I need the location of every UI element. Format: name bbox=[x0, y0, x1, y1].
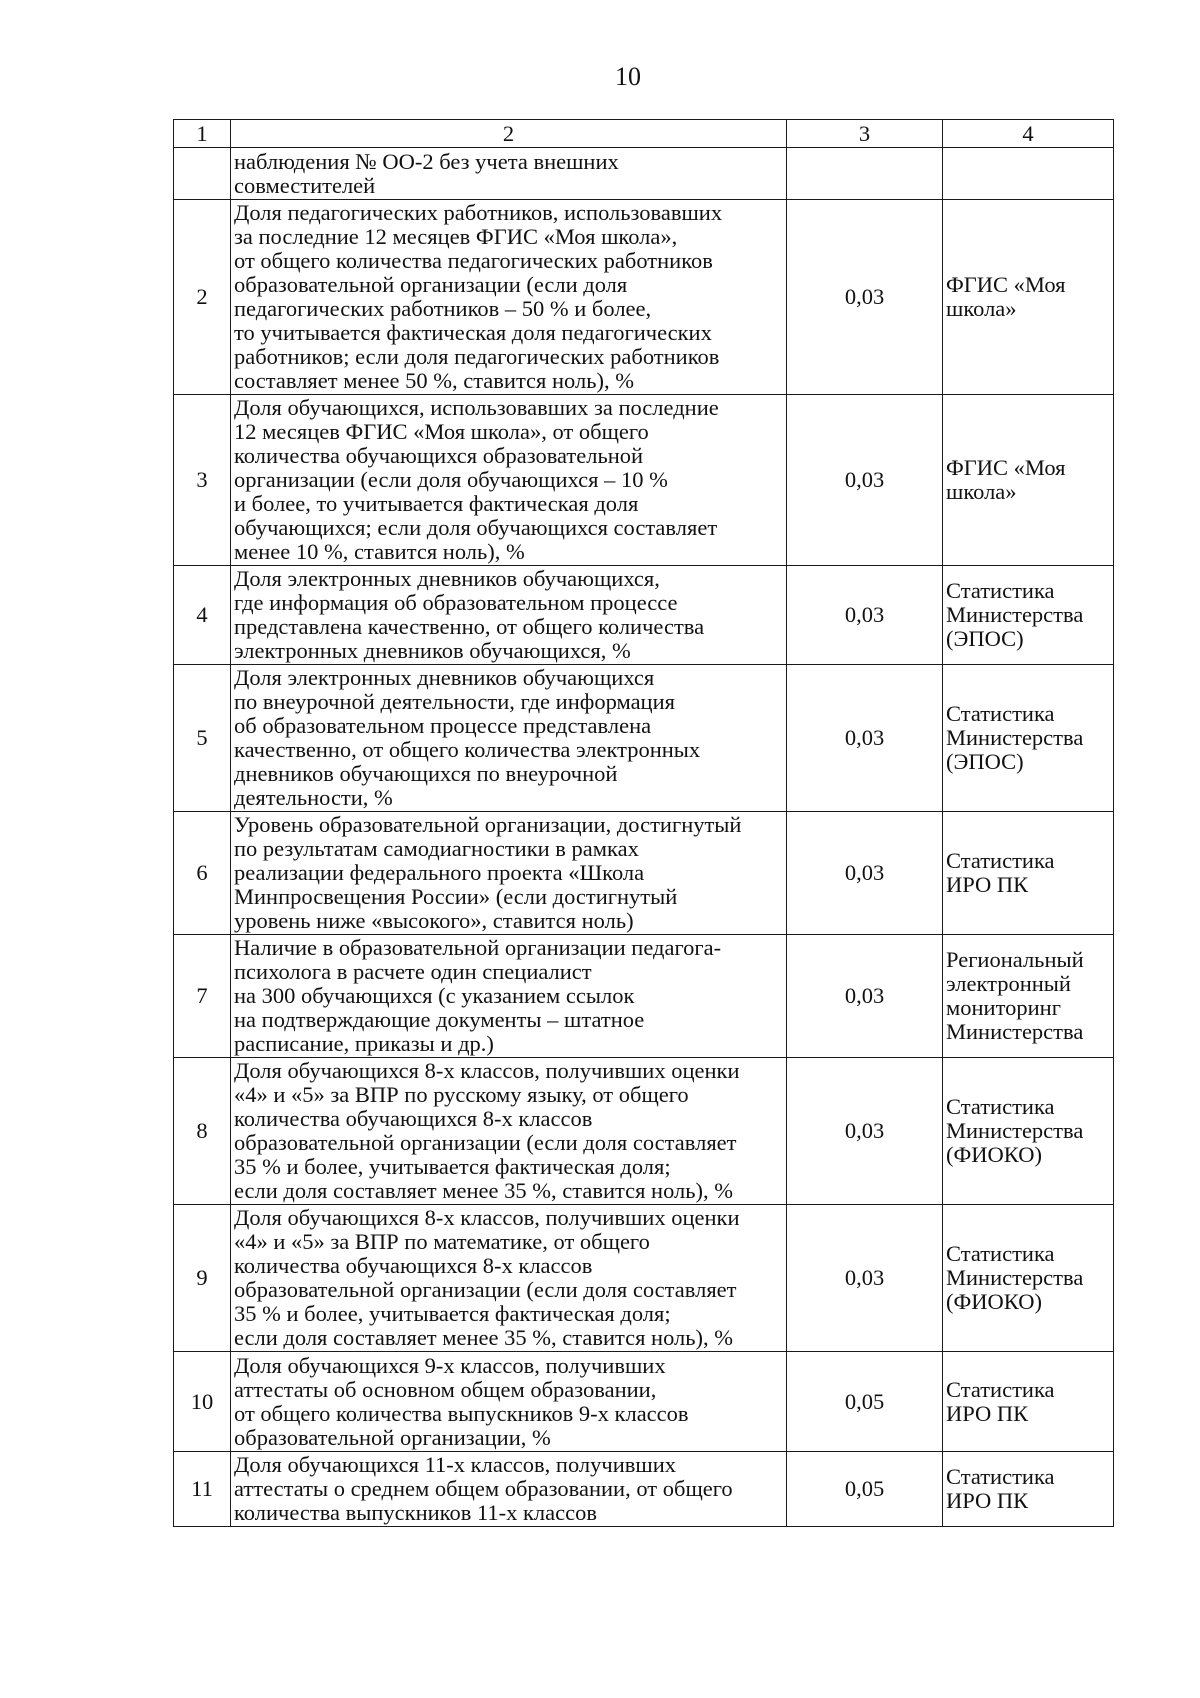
indicator-weight: 0,03 bbox=[787, 395, 943, 566]
header-col-2: 2 bbox=[231, 120, 787, 148]
data-source: Статистика Министерства (ФИОКО) bbox=[943, 1058, 1114, 1205]
table-row bbox=[174, 148, 1114, 200]
indicator-weight: 0,03 bbox=[787, 935, 943, 1058]
row-number: 4 bbox=[174, 566, 231, 665]
data-source: Статистика Министерства (ЭПОС) bbox=[943, 665, 1114, 812]
header-col-4: 4 bbox=[943, 120, 1114, 148]
row-number: 3 bbox=[174, 395, 231, 566]
indicator-weight: 0,03 bbox=[787, 812, 943, 935]
table-row bbox=[174, 1352, 1114, 1452]
indicator-weight: 0,05 bbox=[787, 1452, 943, 1527]
indicator-text: Доля обучающихся 11-х классов, получивших аттестаты о среднем общем образовании, от общего количества выпускников 11-х классов bbox=[231, 1452, 787, 1527]
indicator-text: Уровень образовательной организации, достигнутый по результатам самодиагностики в рамках реализации федерального проекта «Школа Минпросвещения России» (если достигнутый уровень ниже «высокого», ставится ноль) bbox=[231, 812, 787, 935]
table-row bbox=[174, 812, 1114, 935]
table-row bbox=[174, 1452, 1114, 1527]
row-number: 9 bbox=[174, 1205, 231, 1352]
header-col-3: 3 bbox=[787, 120, 943, 148]
table-row bbox=[174, 200, 1114, 395]
criteria-table bbox=[173, 119, 1114, 1527]
row-number bbox=[174, 148, 231, 200]
indicator-text: Доля педагогических работников, использовавших за последние 12 месяцев ФГИС «Моя школа», от общего количества педагогических работников образовательной организации (если доля педагогических работников – 50 % и более, то учитывается фактическая доля педагогических работников; если доля педагогических работников составляет менее 50 %, ставится ноль), % bbox=[231, 200, 787, 395]
data-source: Статистика ИРО ПК bbox=[943, 812, 1114, 935]
indicator-weight: 0,03 bbox=[787, 1058, 943, 1205]
data-source: Региональный электронный мониторинг Министерства bbox=[943, 935, 1114, 1058]
data-source: Статистика Министерства (ЭПОС) bbox=[943, 566, 1114, 665]
page-number: 10 bbox=[615, 62, 641, 91]
row-number: 2 bbox=[174, 200, 231, 395]
row-number: 10 bbox=[174, 1352, 231, 1452]
table-row bbox=[174, 566, 1114, 665]
row-number: 5 bbox=[174, 665, 231, 812]
table-row bbox=[174, 665, 1114, 812]
data-source: Статистика ИРО ПК bbox=[943, 1352, 1114, 1452]
row-number: 8 bbox=[174, 1058, 231, 1205]
data-source bbox=[943, 148, 1114, 200]
indicator-weight: 0,03 bbox=[787, 566, 943, 665]
data-source: Статистика ИРО ПК bbox=[943, 1452, 1114, 1527]
indicator-text: наблюдения № ОО-2 без учета внешних совместителей bbox=[231, 148, 787, 200]
row-number: 11 bbox=[174, 1452, 231, 1527]
indicator-text: Доля обучающихся, использовавших за последние 12 месяцев ФГИС «Моя школа», от общего количества обучающихся образовательной организации (если доля обучающихся – 10 % и более, то учитывается фактическая доля обучающихся; если доля обучающихся составляет менее 10 %, ставится ноль), % bbox=[231, 395, 787, 566]
indicator-weight: 0,03 bbox=[787, 665, 943, 812]
table-row bbox=[174, 935, 1114, 1058]
row-number: 7 bbox=[174, 935, 231, 1058]
table-body bbox=[174, 148, 1114, 1527]
header-row bbox=[174, 120, 1114, 148]
row-number: 6 bbox=[174, 812, 231, 935]
header-col-1: 1 bbox=[174, 120, 231, 148]
indicator-text: Доля обучающихся 8-х классов, получивших оценки «4» и «5» за ВПР по математике, от общего количества обучающихся 8-х классов образовательной организации (если доля составляет 35 % и более, учитывается фактическая доля; если доля составляет менее 35 %, ставится ноль), % bbox=[231, 1205, 787, 1352]
table-row bbox=[174, 1205, 1114, 1352]
table-row bbox=[174, 395, 1114, 566]
indicator-text: Доля обучающихся 9-х классов, получивших аттестаты об основном общем образовании, от общего количества выпускников 9-х классов образовательной организации, % bbox=[231, 1352, 787, 1452]
table-row bbox=[174, 1058, 1114, 1205]
indicator-text: Доля обучающихся 8-х классов, получивших оценки «4» и «5» за ВПР по русскому языку, от общего количества обучающихся 8-х классов образовательной организации (если доля составляет 35 % и более, учитывается фактическая доля; если доля составляет менее 35 %, ставится ноль), % bbox=[231, 1058, 787, 1205]
data-source: ФГИС «Моя школа» bbox=[943, 200, 1114, 395]
data-source: Статистика Министерства (ФИОКО) bbox=[943, 1205, 1114, 1352]
indicator-text: Доля электронных дневников обучающихся по внеурочной деятельности, где информация об образовательном процессе представлена качественно, от общего количества электронных дневников обучающихся по внеурочной деятельности, % bbox=[231, 665, 787, 812]
table-header bbox=[174, 120, 1114, 148]
indicator-weight: 0,03 bbox=[787, 200, 943, 395]
indicator-text: Доля электронных дневников обучающихся, где информация об образовательном процессе представлена качественно, от общего количества электронных дневников обучающихся, % bbox=[231, 566, 787, 665]
indicator-text: Наличие в образовательной организации педагога- психолога в расчете один специалист на 300 обучающихся (с указанием ссылок на подтверждающие документы – штатное расписание, приказы и др.) bbox=[231, 935, 787, 1058]
indicator-weight: 0,03 bbox=[787, 1205, 943, 1352]
indicator-weight: 0,05 bbox=[787, 1352, 943, 1452]
indicator-weight bbox=[787, 148, 943, 200]
data-source: ФГИС «Моя школа» bbox=[943, 395, 1114, 566]
